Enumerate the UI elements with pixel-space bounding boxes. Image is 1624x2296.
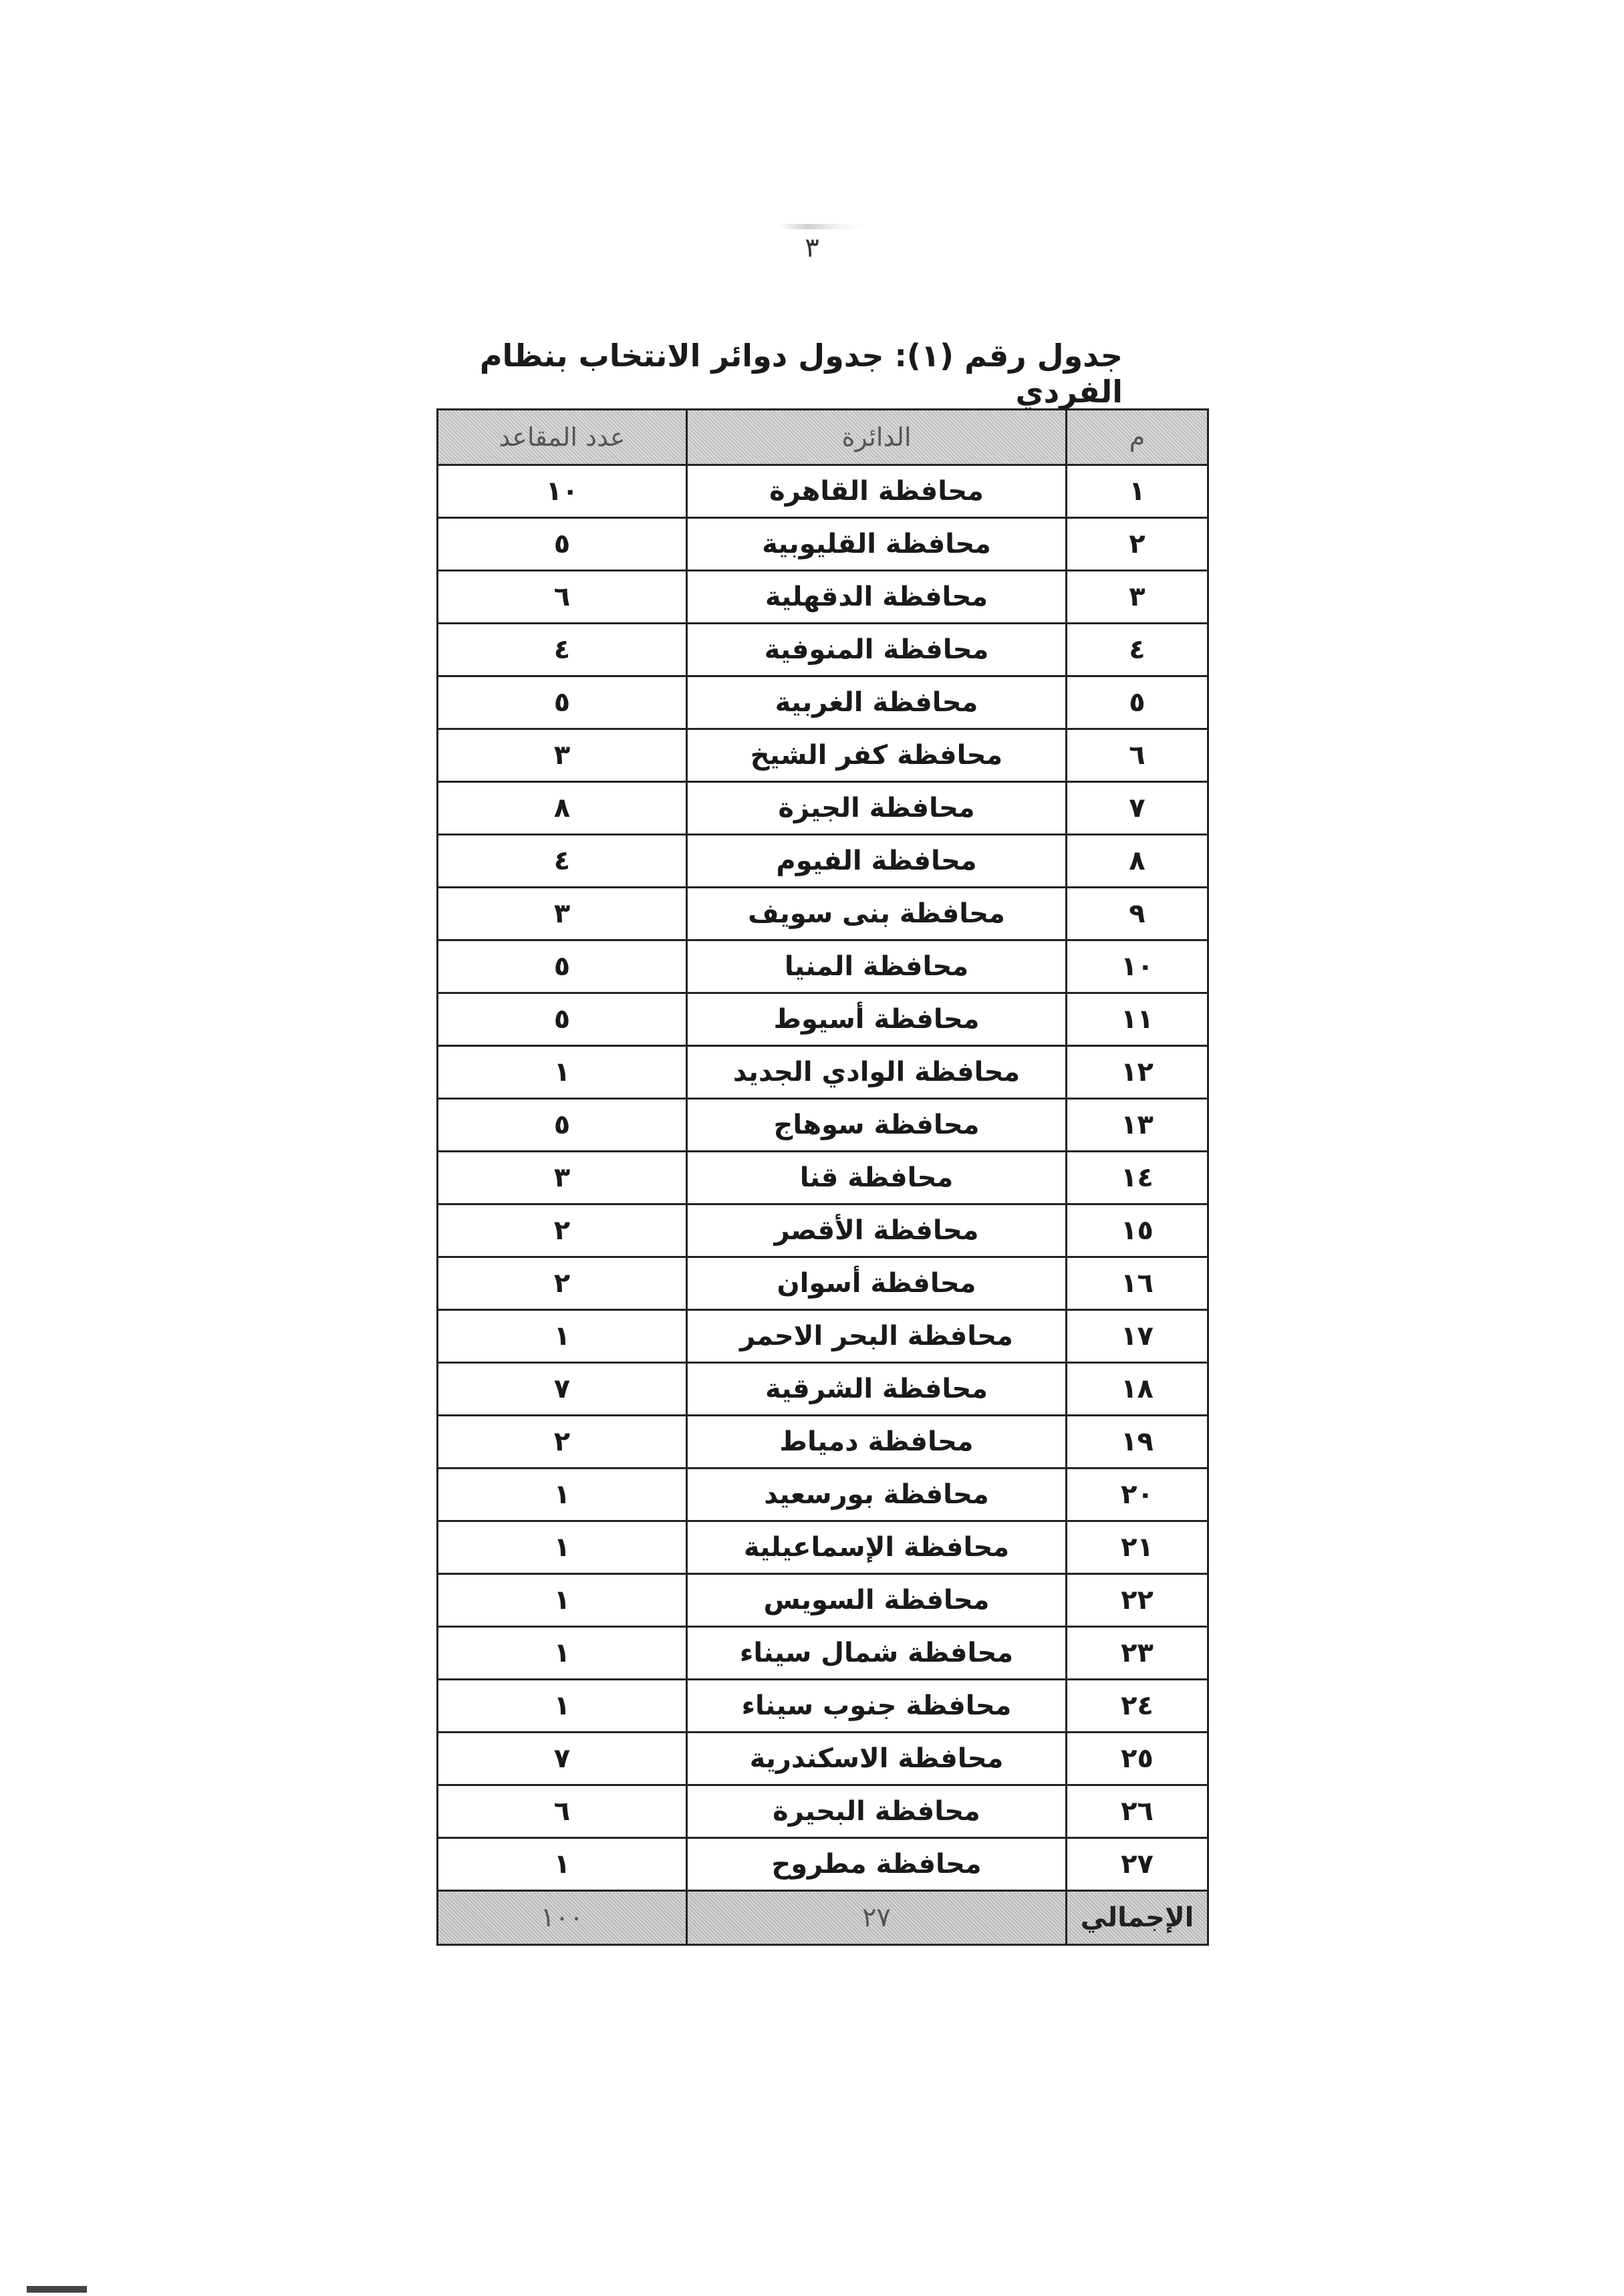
row-seats: ٥ [438,993,687,1046]
row-number: ٢٢ [1067,1574,1208,1627]
row-seats: ١ [438,1574,687,1627]
total-seats: ١٠٠ [438,1891,687,1945]
table-body [438,465,1208,1891]
row-number: ٧ [1067,782,1208,835]
row-district: محافظة الدقهلية [687,571,1067,624]
row-number: ١٦ [1067,1257,1208,1310]
table-row [438,1733,1208,1785]
row-seats: ١ [438,1046,687,1099]
row-district: محافظة جنوب سيناء [687,1680,1067,1733]
row-number: ١٨ [1067,1363,1208,1416]
table-row [438,465,1208,518]
row-number: ١٠ [1067,940,1208,993]
table-row [438,1574,1208,1627]
row-district: محافظة القليوبية [687,518,1067,571]
row-number: ٢٠ [1067,1469,1208,1521]
row-district: محافظة سوهاج [687,1099,1067,1152]
row-number: ٢١ [1067,1521,1208,1574]
row-seats: ١ [438,1838,687,1891]
row-district: محافظة أسوان [687,1257,1067,1310]
row-number: ٥ [1067,676,1208,729]
row-number: ٢٦ [1067,1785,1208,1838]
row-seats: ٦ [438,1785,687,1838]
row-district: محافظة البحيرة [687,1785,1067,1838]
table-row [438,1416,1208,1469]
row-number: ٢ [1067,518,1208,571]
row-number: ٣ [1067,571,1208,624]
table-row [438,676,1208,729]
row-seats: ٣ [438,888,687,940]
row-number: ٢٤ [1067,1680,1208,1733]
table-row [438,571,1208,624]
header-number: م [1067,410,1208,465]
row-district: محافظة السويس [687,1574,1067,1627]
row-district: محافظة المنيا [687,940,1067,993]
row-seats: ١ [438,1521,687,1574]
table-row [438,993,1208,1046]
table-row [438,1152,1208,1204]
table-header-row [438,410,1208,465]
row-seats: ٧ [438,1363,687,1416]
row-number: ١٣ [1067,1099,1208,1152]
row-seats: ١ [438,1680,687,1733]
row-district: محافظة الإسماعيلية [687,1521,1067,1574]
row-district: محافظة الجيزة [687,782,1067,835]
row-seats: ١ [438,1469,687,1521]
row-district: محافظة دمياط [687,1416,1067,1469]
row-district: محافظة كفر الشيخ [687,729,1067,782]
table-caption: جدول رقم (١): جدول دوائر الانتخاب بنظام الفردي [479,338,1123,410]
row-district: محافظة الوادي الجديد [687,1046,1067,1099]
scan-edge-mark [27,2286,87,2293]
row-district: محافظة الشرقية [687,1363,1067,1416]
row-district: محافظة بنى سويف [687,888,1067,940]
row-seats: ١ [438,1627,687,1680]
row-number: ٩ [1067,888,1208,940]
row-seats: ٨ [438,782,687,835]
row-number: ١٩ [1067,1416,1208,1469]
row-number: ١١ [1067,993,1208,1046]
row-number: ٤ [1067,624,1208,676]
row-seats: ٥ [438,676,687,729]
row-number: ١٥ [1067,1204,1208,1257]
table-row [438,835,1208,888]
table-row [438,1521,1208,1574]
row-number: ١٧ [1067,1310,1208,1363]
total-districts: ٢٧ [687,1891,1067,1945]
total-row [438,1891,1208,1945]
page-number: ٣ [805,233,819,263]
row-seats: ٥ [438,940,687,993]
row-district: محافظة بورسعيد [687,1469,1067,1521]
row-seats: ١٠ [438,465,687,518]
table-row [438,1099,1208,1152]
row-number: ٦ [1067,729,1208,782]
header-seats: عدد المقاعد [438,410,687,465]
row-district: محافظة الأقصر [687,1204,1067,1257]
row-seats: ٥ [438,1099,687,1152]
row-district: محافظة الاسكندرية [687,1733,1067,1785]
row-number: ٢٣ [1067,1627,1208,1680]
row-seats: ١ [438,1310,687,1363]
table-row [438,1204,1208,1257]
row-district: محافظة القاهرة [687,465,1067,518]
row-seats: ٢ [438,1416,687,1469]
table-row [438,624,1208,676]
row-number: ٨ [1067,835,1208,888]
row-district: محافظة الفيوم [687,835,1067,888]
table-row [438,1046,1208,1099]
table-row [438,782,1208,835]
table-row [438,1627,1208,1680]
row-district: محافظة أسيوط [687,993,1067,1046]
header-district: الدائرة [687,410,1067,465]
table-row [438,729,1208,782]
row-district: محافظة مطروح [687,1838,1067,1891]
row-seats: ٦ [438,571,687,624]
table-row [438,888,1208,940]
row-number: ١ [1067,465,1208,518]
row-number: ٢٧ [1067,1838,1208,1891]
table-row [438,1310,1208,1363]
row-seats: ٣ [438,1152,687,1204]
row-seats: ٢ [438,1257,687,1310]
row-seats: ٤ [438,624,687,676]
row-number: ١٤ [1067,1152,1208,1204]
table-row [438,1469,1208,1521]
row-district: محافظة شمال سيناء [687,1627,1067,1680]
table-row [438,1363,1208,1416]
districts-table [436,408,1209,1946]
table-row [438,1257,1208,1310]
row-seats: ٤ [438,835,687,888]
total-label: الإجمالي [1067,1891,1208,1945]
table-row [438,1785,1208,1838]
row-seats: ٣ [438,729,687,782]
table-row [438,1838,1208,1891]
table-row [438,940,1208,993]
row-district: محافظة الغربية [687,676,1067,729]
row-district: محافظة البحر الاحمر [687,1310,1067,1363]
row-number: ١٢ [1067,1046,1208,1099]
row-district: محافظة المنوفية [687,624,1067,676]
row-seats: ٢ [438,1204,687,1257]
scan-smudge [779,224,865,229]
row-seats: ٥ [438,518,687,571]
row-district: محافظة قنا [687,1152,1067,1204]
row-seats: ٧ [438,1733,687,1785]
table-row [438,518,1208,571]
row-number: ٢٥ [1067,1733,1208,1785]
table-row [438,1680,1208,1733]
